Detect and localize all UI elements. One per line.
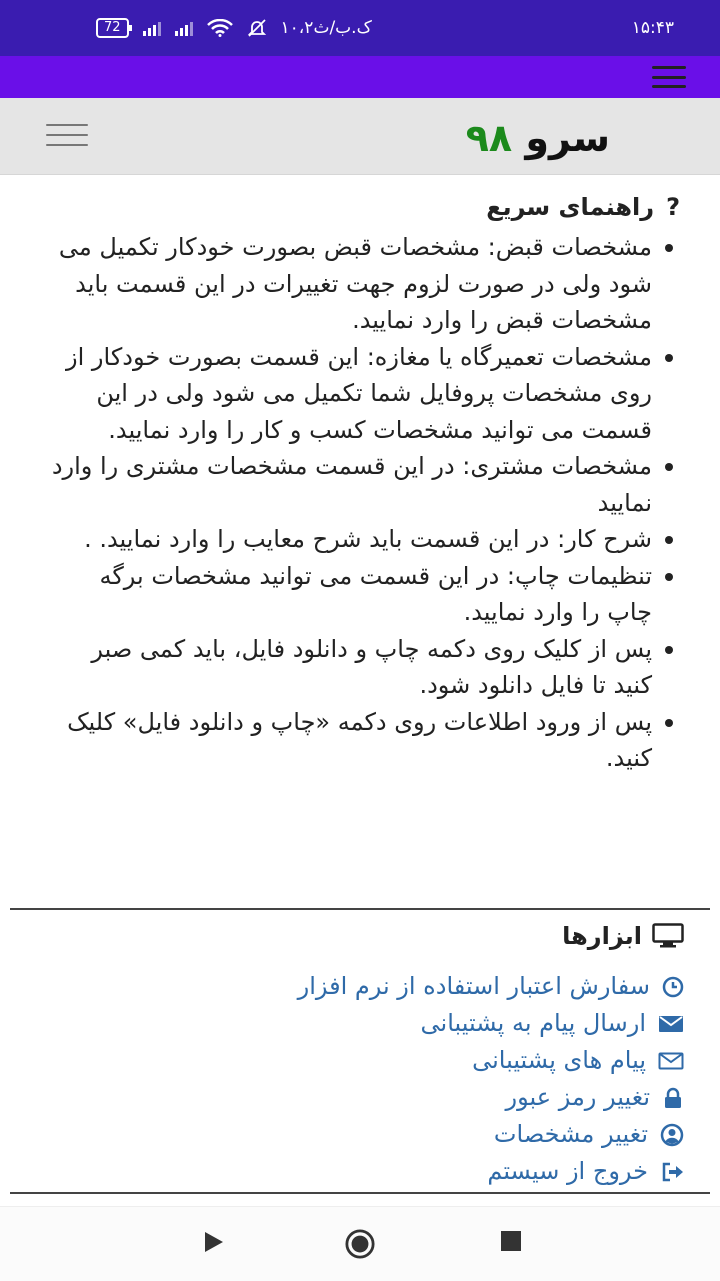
guide-item: پس از کلیک روی دکمه چاپ و دانلود فایل، باید کمی صبر کنید تا فایل دانلود شود. xyxy=(50,631,652,704)
tool-link-label[interactable]: پیام های پشتیبانی xyxy=(472,1046,646,1074)
divider xyxy=(10,1192,710,1194)
sign-out-icon xyxy=(660,1161,684,1183)
tools-list xyxy=(298,968,684,1190)
guide-item: تنظیمات چاپ: در این قسمت می توانید مشخصات برگه چاپ را وارد نمایید. xyxy=(50,558,652,631)
top-app-bar xyxy=(0,56,720,98)
network-speed: ۱۰،۲ک.ب/ث xyxy=(280,18,372,38)
signal-icon xyxy=(143,20,161,36)
lock-icon xyxy=(662,1087,684,1109)
guide-item: مشخصات قبض: مشخصات قبض بصورت خودکار تکمیل می شود ولی در صورت لزوم جهت تغییرات در این قسمت باید مشخصات قبض را وارد نمایید. xyxy=(50,229,652,339)
envelope-icon xyxy=(658,1014,684,1034)
site-header xyxy=(0,98,720,175)
status-icons xyxy=(96,18,372,38)
guide-item: مشخصات تعمیرگاه یا مغازه: این قسمت بصورت خودکار از روی مشخصات پروفایل شما تکمیل می شود ولی در این قسمت می توانید مشخصات کسب و کار را وارد نمایید. xyxy=(50,339,652,449)
quick-guide-section xyxy=(0,175,720,777)
user-circle-icon xyxy=(660,1123,684,1147)
site-logo[interactable] xyxy=(466,116,610,160)
tool-link-label[interactable]: تغییر رمز عبور xyxy=(505,1083,650,1111)
tool-link-label[interactable]: تغییر مشخصات xyxy=(493,1120,648,1148)
bell-off-icon xyxy=(247,18,267,38)
clock-icon xyxy=(662,976,684,998)
question-icon: ? xyxy=(666,193,680,221)
tools-title: ابزارها xyxy=(562,922,642,950)
back-icon[interactable] xyxy=(202,1229,226,1255)
send-support-message-link[interactable] xyxy=(298,1005,684,1042)
home-icon[interactable] xyxy=(344,1229,376,1259)
logout-link[interactable] xyxy=(298,1153,684,1190)
guide-heading xyxy=(50,193,680,221)
guide-item: پس از ورود اطلاعات روی دکمه «چاپ و دانلود فایل» کلیک کنید. xyxy=(50,704,652,777)
divider xyxy=(10,908,710,910)
tools-heading xyxy=(562,922,684,950)
status-bar xyxy=(0,0,720,56)
change-password-link[interactable] xyxy=(298,1079,684,1116)
edit-profile-link[interactable] xyxy=(298,1116,684,1153)
guide-item: شرح کار: در این قسمت باید شرح معایب را وارد نمایید. . xyxy=(50,521,652,558)
signal-icon-2 xyxy=(175,20,193,36)
status-time: ۱۵:۴۳ xyxy=(631,18,674,38)
support-messages-link[interactable] xyxy=(298,1042,684,1079)
guide-item: مشخصات مشتری: در این قسمت مشخصات مشتری را وارد نمایید xyxy=(50,448,652,521)
top-menu-icon[interactable] xyxy=(652,66,686,88)
tool-link-label[interactable]: خروج از سیستم xyxy=(487,1157,648,1185)
battery-indicator: 72 xyxy=(96,18,129,38)
logo-number: ۹۸ xyxy=(465,116,513,160)
tool-link-label[interactable]: ارسال پیام به پشتیبانی xyxy=(420,1009,646,1037)
tool-link-label[interactable]: سفارش اعتبار استفاده از نرم افزار xyxy=(297,972,650,1000)
menu-toggle-icon[interactable] xyxy=(46,124,88,146)
guide-list xyxy=(50,229,680,777)
order-credit-link[interactable] xyxy=(298,968,684,1005)
recents-icon[interactable] xyxy=(500,1229,522,1253)
guide-title: راهنمای سریع xyxy=(486,193,655,221)
logo-word: سرو xyxy=(525,116,610,160)
desktop-icon xyxy=(652,923,684,949)
wifi-icon xyxy=(207,19,233,37)
envelope-outline-icon xyxy=(658,1051,684,1071)
system-nav-bar xyxy=(0,1206,720,1281)
